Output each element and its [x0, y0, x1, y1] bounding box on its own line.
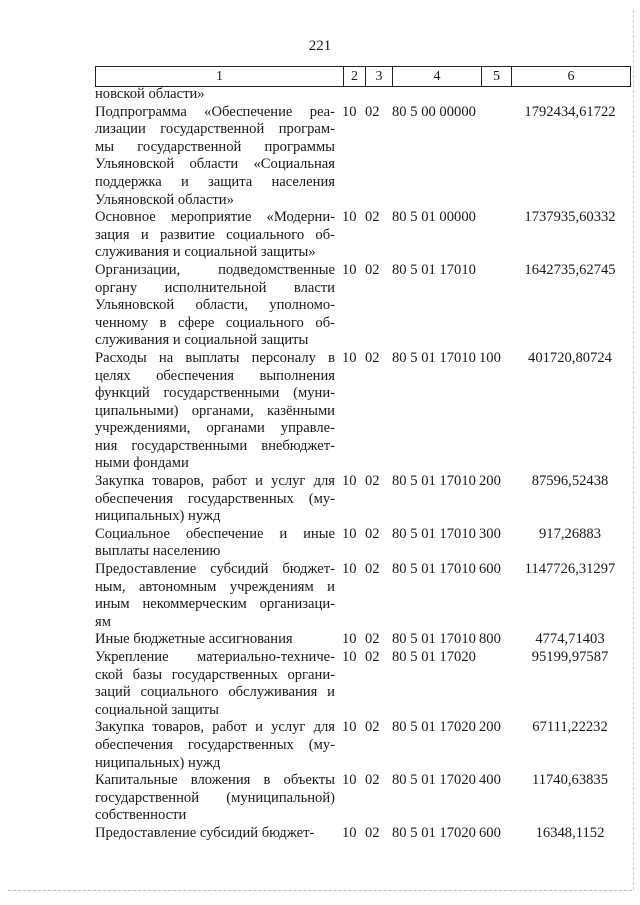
table-row	[95, 719, 631, 772]
description-line: ципальными) органами, казёнными	[95, 402, 335, 419]
table-row	[95, 262, 631, 350]
expense-type-code: 200	[479, 719, 501, 736]
expense-type-code: 600	[479, 561, 501, 578]
expense-type-code: 100	[479, 349, 501, 366]
target-article-code: 80 5 01 17010	[392, 349, 476, 366]
expense-type-code: 800	[479, 631, 501, 648]
header-col-2: 2	[344, 67, 366, 87]
subsection-code: 02	[365, 561, 380, 578]
target-article-code: 80 5 01 17020	[392, 649, 476, 665]
description-line: выплаты населению	[95, 543, 221, 560]
row-description	[95, 473, 335, 526]
header-col-6: 6	[512, 67, 631, 87]
target-article-code: 80 5 01 17020	[392, 772, 476, 789]
section-code: 10	[342, 631, 357, 648]
amount: 1642735,62745	[524, 261, 616, 278]
target-article-code: 80 5 01 17010	[392, 631, 476, 648]
target-article-code: 80 5 01 17010	[392, 473, 476, 490]
section-code: 10	[342, 103, 357, 120]
description-line: Расходы на выплаты персоналу в	[95, 349, 335, 366]
subsection-code: 02	[365, 824, 380, 841]
row-description	[95, 825, 335, 843]
subsection-code: 02	[365, 473, 380, 490]
amount: 401720,80724	[528, 349, 612, 366]
description-line: ям	[95, 613, 111, 630]
description-line: ниципальных) нужд	[95, 754, 221, 771]
amount: 4774,71403	[535, 631, 605, 648]
header-col-4: 4	[393, 67, 482, 87]
description-line: поддержка и защита населения	[95, 173, 335, 190]
description-line: ния государственными внебюджет-	[95, 437, 335, 454]
row-description	[95, 526, 335, 561]
description-line: Капитальные вложения в объекты	[95, 772, 335, 789]
row-description	[95, 104, 335, 210]
description-line: государственной (муниципальной)	[95, 789, 335, 806]
description-line: ченному в сфере социального об-	[95, 314, 335, 331]
row-description	[95, 561, 335, 631]
amount: 16348,1152	[535, 824, 605, 841]
amount: 917,26883	[538, 525, 602, 542]
subsection-code: 02	[365, 261, 380, 278]
expense-type-code: 600	[479, 824, 501, 841]
header-col-1: 1	[96, 67, 344, 87]
target-article-code: 80 5 01 17020	[392, 824, 476, 841]
table-header	[95, 66, 631, 87]
table-row	[95, 86, 631, 104]
section-code: 10	[342, 649, 357, 665]
section-code: 10	[342, 772, 357, 789]
description-line: обеспечения государственных (му-	[95, 736, 335, 753]
table-row	[95, 772, 631, 825]
description-line: ниципальных) нужд	[95, 508, 221, 525]
row-description	[95, 86, 335, 104]
description-line: Ульяновской области, уполномо-	[95, 297, 335, 314]
subsection-code: 02	[365, 349, 380, 366]
row-description	[95, 262, 335, 350]
row-description	[95, 631, 335, 649]
section-code: 10	[342, 261, 357, 278]
amount: 1792434,61722	[524, 103, 616, 120]
subsection-code: 02	[365, 719, 380, 736]
table-row	[95, 561, 631, 631]
table-row	[95, 825, 631, 843]
section-code: 10	[342, 525, 357, 542]
description-line: Организации, подведомственные	[95, 261, 335, 278]
description-line: Социальное обеспечение и иные	[95, 525, 335, 542]
header-col-5: 5	[482, 67, 512, 87]
target-article-code: 80 5 01 17010	[392, 261, 476, 278]
scan-edge-right	[633, 10, 634, 890]
target-article-code: 80 5 01 00000	[392, 209, 476, 226]
description-line: Закупка товаров, работ и услуг для	[95, 473, 335, 490]
scan-edge-bottom	[8, 890, 632, 891]
description-line: служивания и социальной защиты	[95, 332, 309, 349]
target-article-code: 80 5 01 17020	[392, 719, 476, 736]
description-line: Ульяновской области»	[95, 191, 234, 208]
description-line: функций государственными (муни-	[95, 385, 335, 402]
description-line: ным, автономным учреждениям и	[95, 578, 335, 595]
target-article-code: 80 5 00 00000	[392, 103, 476, 120]
description-line: иным некоммерческим организаци-	[95, 596, 335, 613]
table-row	[95, 104, 631, 210]
description-line: собственности	[95, 807, 187, 824]
description-line: органу исполнительной власти	[95, 279, 335, 296]
description-line: Предоставление субсидий бюджет-	[95, 824, 315, 841]
target-article-code: 80 5 01 17010	[392, 525, 476, 542]
description-line: Основное мероприятие «Модерни-	[95, 209, 335, 226]
description-line: Предоставление субсидий бюджет-	[95, 561, 335, 578]
row-description	[95, 209, 335, 262]
subsection-code: 02	[365, 772, 380, 789]
amount: 11740,63835	[531, 772, 609, 789]
row-description	[95, 649, 335, 719]
description-line: Ульяновской области «Социальная	[95, 156, 335, 173]
description-line: служивания и социальной защиты»	[95, 244, 316, 261]
amount: 95199,97587	[531, 649, 609, 665]
table-row	[95, 350, 631, 473]
section-code: 10	[342, 349, 357, 366]
subsection-code: 02	[365, 209, 380, 226]
description-line: Иные бюджетные ассигнования	[95, 631, 293, 648]
table-row	[95, 473, 631, 526]
section-code: 10	[342, 561, 357, 578]
amount: 1737935,60332	[524, 209, 616, 226]
target-article-code: 80 5 01 17010	[392, 561, 476, 578]
table-row	[95, 526, 631, 561]
description-line: социальной защиты	[95, 701, 219, 718]
subsection-code: 02	[365, 649, 380, 665]
description-line: Укрепление материально-техниче-	[95, 649, 335, 665]
description-line: Подпрограмма «Обеспечение реа-	[95, 103, 335, 120]
table-row	[95, 631, 631, 649]
subsection-code: 02	[365, 631, 380, 648]
description-line: Закупка товаров, работ и услуг для	[95, 719, 335, 736]
description-line: заций социального обслуживания и	[95, 684, 335, 701]
page-number: 221	[308, 38, 332, 54]
amount: 1147726,31297	[524, 561, 616, 578]
description-line: новской области»	[95, 86, 205, 102]
section-code: 10	[342, 209, 357, 226]
section-code: 10	[342, 473, 357, 490]
description-line: зация и развитие социального об-	[95, 226, 335, 243]
description-line: ными фондами	[95, 455, 189, 472]
subsection-code: 02	[365, 525, 380, 542]
row-description	[95, 350, 335, 473]
table-row	[95, 209, 631, 262]
row-description	[95, 719, 335, 772]
description-line: мы государственной программы	[95, 138, 335, 155]
header-col-3: 3	[366, 67, 393, 87]
description-line: целях обеспечения выполнения	[95, 367, 335, 384]
section-code: 10	[342, 719, 357, 736]
description-line: обеспечения государственных (му-	[95, 490, 335, 507]
amount: 87596,52438	[531, 473, 609, 490]
amount: 67111,22232	[532, 719, 608, 736]
expense-type-code: 400	[479, 772, 501, 789]
row-description	[95, 772, 335, 825]
table-row	[95, 649, 631, 719]
table-body	[95, 86, 631, 843]
description-line: лизации государственной програм-	[95, 121, 335, 138]
expense-type-code: 300	[479, 525, 501, 542]
expense-type-code: 200	[479, 473, 501, 490]
section-code: 10	[342, 824, 357, 841]
description-line: ской базы государственных органи-	[95, 666, 335, 683]
description-line: учреждениями, органами управле-	[95, 420, 335, 437]
subsection-code: 02	[365, 103, 380, 120]
